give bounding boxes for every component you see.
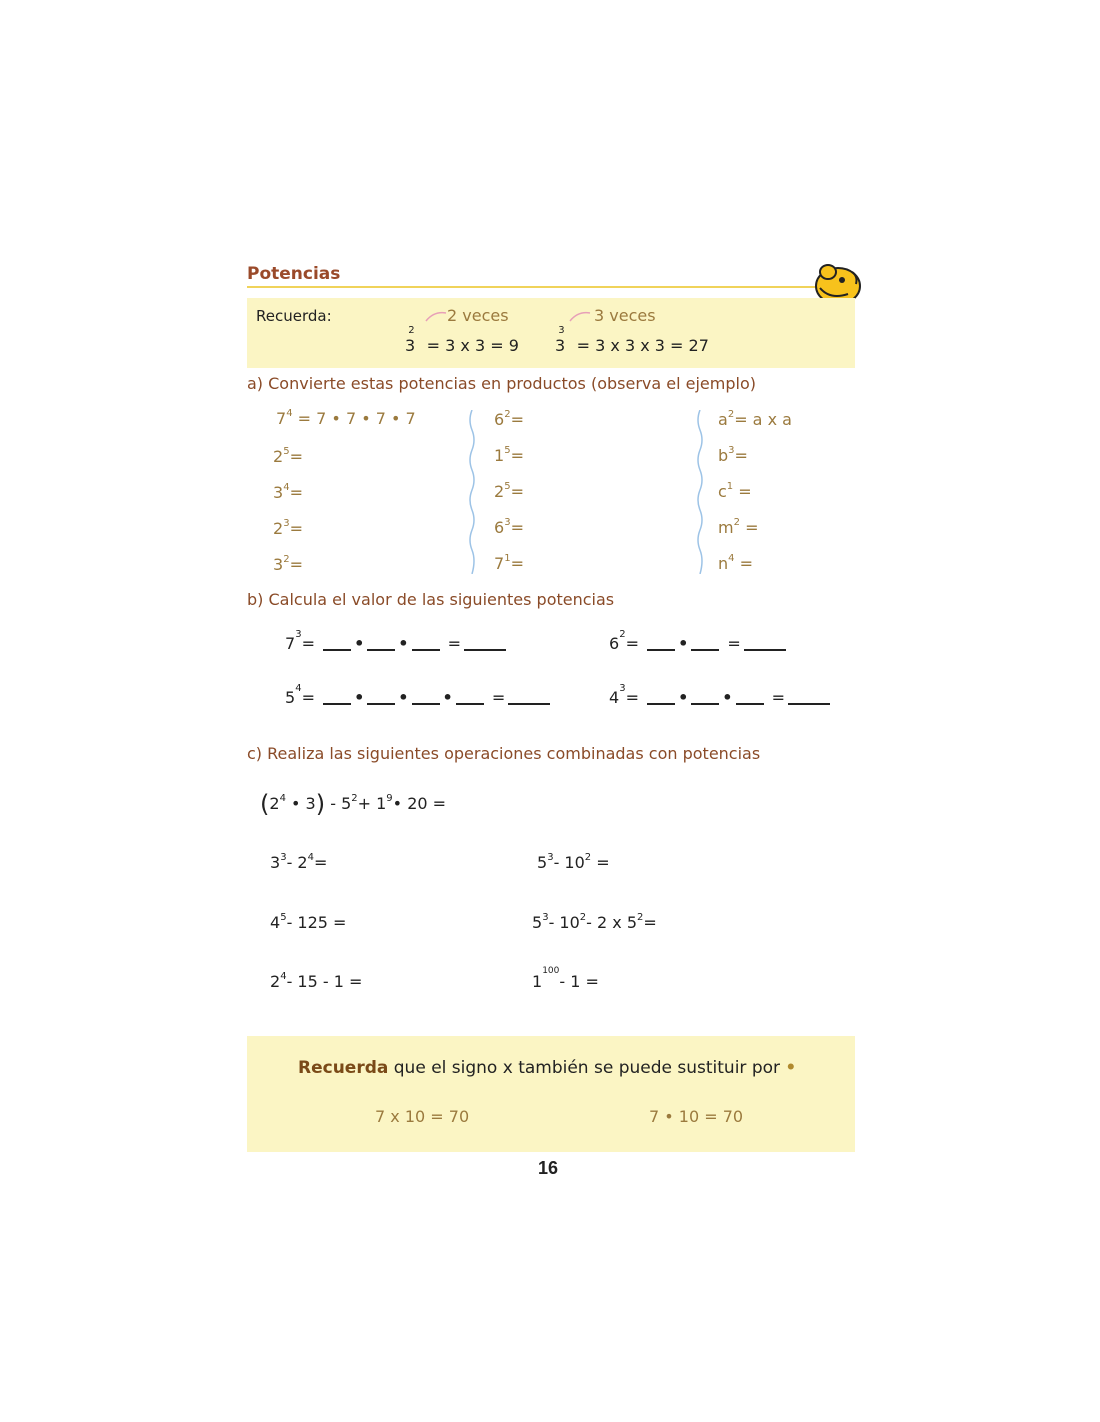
a-col1-row5: $3^2=$	[273, 553, 303, 574]
page-number: 16	[538, 1158, 559, 1178]
a-col2-row3: $2^5=$	[494, 480, 524, 501]
bottom-example-right: 7 • 10 = 70	[649, 1107, 744, 1126]
title-underline	[247, 286, 827, 288]
b-item-4: $4^3=$ • • =	[609, 688, 833, 707]
reminder-label: Recuerda:	[256, 307, 332, 325]
c-expr-7: $1^{100}-$ 1 =	[532, 965, 599, 991]
b-item-1: $7^3=$ • • =	[285, 634, 509, 653]
a-col1-row3: $3^4=$	[273, 481, 303, 502]
c-expr-2: $3^3-$ $2^4=$	[270, 851, 328, 872]
reminder-ex2-note: 3 veces	[594, 306, 656, 325]
reminder-box	[247, 298, 855, 368]
arc-icon	[568, 311, 592, 323]
c-expr-3: $5^3-$ $10^2$ =	[537, 851, 610, 872]
section-c-heading: c) Realiza las siguientes operaciones combinadas con potencias	[247, 744, 761, 763]
b-item-2: $6^2=$ • =	[609, 634, 789, 653]
a-col1-row1: $7^4 = 7$ • 7 • 7 • 7	[276, 407, 416, 428]
reminder-ex1-note: 2 veces	[447, 306, 509, 325]
a-col3-row3: $c^1$ =	[718, 480, 752, 501]
divider-line-1	[468, 410, 476, 574]
a-col2-row1: $6^2=$	[494, 408, 524, 429]
c-expr-6: $2^4-$ 15 - 1 =	[270, 970, 363, 991]
a-col3-row5: $n^4$ =	[718, 552, 754, 573]
a-col2-row4: $6^3=$	[494, 516, 524, 537]
reminder-ex2: $3^3 = 3$ x 3 x 3 = 27	[555, 324, 709, 355]
divider-line-2	[696, 410, 704, 574]
arc-icon	[424, 311, 448, 323]
a-col2-row2: $1^5=$	[494, 444, 524, 465]
c-expr-4: $4^5-$ 125 =	[270, 911, 347, 932]
page-title: Potencias	[247, 264, 341, 284]
a-col3-row1: $a^2= a$ x a	[718, 408, 792, 429]
c-expr-5: $5^3-$ $10^2-$ 2 x $5^2=$	[532, 911, 657, 932]
section-b-heading: b) Calcula el valor de las siguientes potencias	[247, 590, 615, 609]
b-item-3: $5^4=$ • • • =	[285, 688, 553, 707]
bottom-reminder-box	[247, 1036, 855, 1152]
a-col1-row2: $2^5=$	[273, 445, 303, 466]
bottom-reminder-text: Recuerda que el signo x también se puede sustituir por •	[298, 1058, 797, 1078]
reminder-ex1: $3^2 = 3$ x 3 = 9	[405, 324, 519, 355]
a-col2-row5: $7^1=$	[494, 552, 524, 573]
section-a-heading: a) Convierte estas potencias en productos (observa el ejemplo)	[247, 374, 756, 393]
bottom-example-left: 7 x 10 = 70	[375, 1107, 470, 1126]
a-col1-row4: $2^3=$	[273, 517, 303, 538]
c-expr-1: ($2^4$ • $3) - 5^2+$ $1^9•$ 20 =	[260, 790, 447, 818]
a-col3-row2: $b^3=$	[718, 444, 748, 465]
a-col3-row4: $m^2$ =	[718, 516, 759, 537]
